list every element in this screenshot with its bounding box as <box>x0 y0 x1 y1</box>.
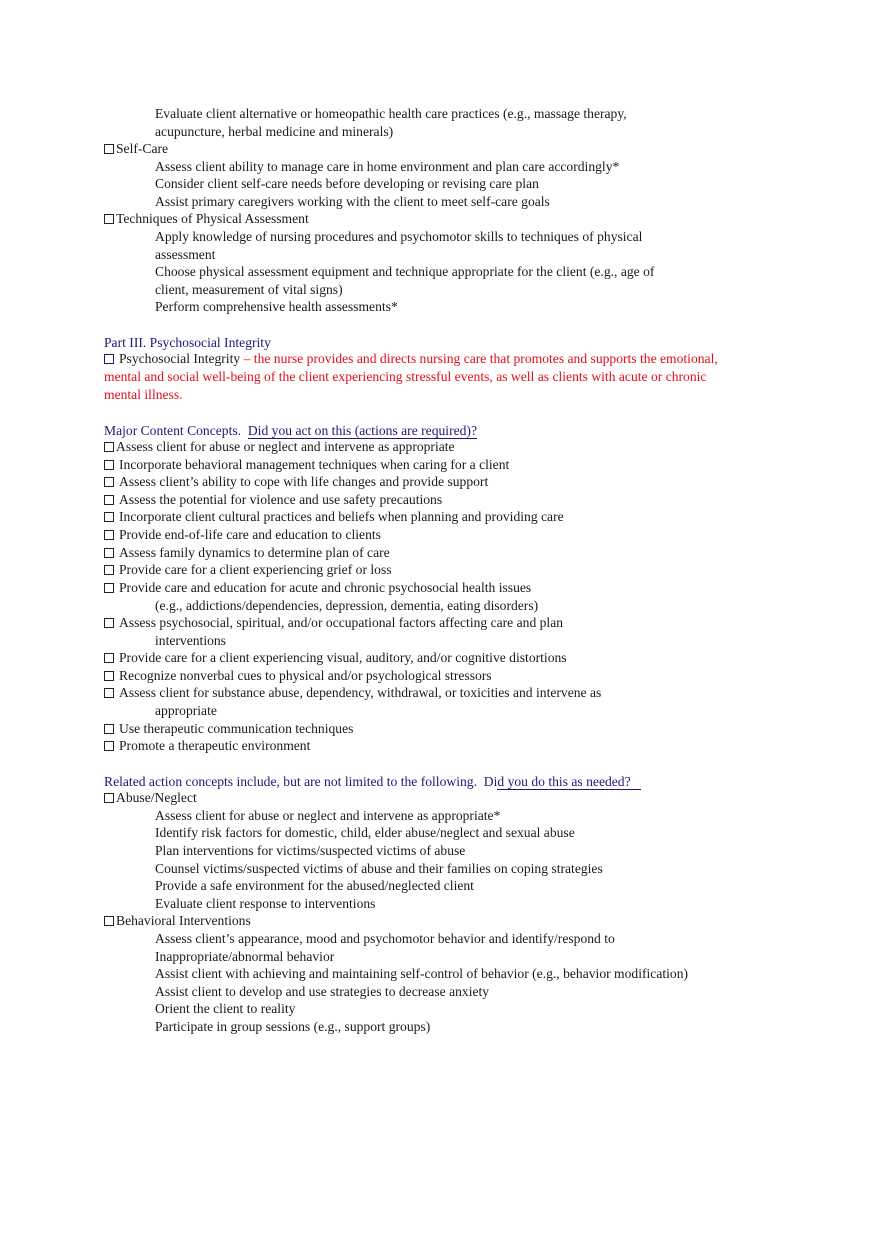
techniques-heading <box>104 210 309 227</box>
list-item: Counsel victims/suspected victims of abuse and their families on coping strategies <box>155 861 603 876</box>
list-item <box>104 456 509 473</box>
related-label: Related action concepts include, but are not limited to the following. <box>104 774 477 789</box>
checkbox-icon[interactable] <box>104 793 114 803</box>
list-item <box>104 667 492 684</box>
checkbox-icon[interactable] <box>104 653 114 663</box>
list-item: Provide a safe environment for the abused/neglected client <box>155 878 474 893</box>
checkbox-icon[interactable] <box>104 671 114 681</box>
checkbox-icon[interactable] <box>104 214 114 224</box>
list-item: Orient the client to reality <box>155 1001 296 1016</box>
definition-text: – the nurse provides and directs nursing care that promotes and supports the emotional, mental and social well-being of the client experiencing stressful events, as well as clients with acute or chronic mental illness. <box>104 351 718 402</box>
checkbox-icon[interactable] <box>104 688 114 698</box>
list-item <box>104 561 392 578</box>
checkbox-icon[interactable] <box>104 512 114 522</box>
list-item: Inappropriate/abnormal behavior <box>155 949 335 964</box>
list-item: Assess client for abuse or neglect and intervene as appropriate* <box>155 808 501 823</box>
list-item: Consider client self-care needs before developing or revising care plan <box>155 176 539 191</box>
list-item: Assist client with achieving and maintaining self-control of behavior (e.g., behavior modification) <box>155 966 689 981</box>
list-item: Identify risk factors for domestic, child, elder abuse/neglect and sexual abuse <box>155 825 575 840</box>
item-label: Assess psychosocial, spiritual, and/or occupational factors affecting care and plan <box>119 615 564 630</box>
checkbox-icon[interactable] <box>104 530 114 540</box>
checkbox-icon[interactable] <box>104 460 114 470</box>
list-item: Assess client ability to manage care in home environment and plan care accordingly* <box>155 159 620 174</box>
list-item <box>104 737 310 754</box>
list-item: Evaluate client response to interventions <box>155 896 376 911</box>
major-question: Did you act on this (actions are required)? <box>247 423 477 438</box>
list-item: client, measurement of vital signs) <box>155 282 343 297</box>
definition-paragraph <box>104 350 724 404</box>
intro-line: acupuncture, herbal medicine and minerals) <box>155 124 394 139</box>
item-label: Assess the potential for violence and use safety precautions <box>119 492 443 507</box>
list-item: Choose physical assessment equipment and technique appropriate for the client (e.g., age of <box>155 264 655 279</box>
list-item: Assist client to develop and use strategies to decrease anxiety <box>155 984 490 999</box>
heading-label: Self-Care <box>116 141 169 156</box>
item-label: Promote a therapeutic environment <box>119 738 311 753</box>
checkbox-icon[interactable] <box>104 495 114 505</box>
list-item <box>104 544 390 561</box>
list-item <box>104 684 601 701</box>
list-item: Assist primary caregivers working with the client to meet self-care goals <box>155 194 550 209</box>
item-label: Use therapeutic communication techniques <box>119 721 354 736</box>
heading-label: Techniques of Physical Assessment <box>116 211 309 226</box>
item-label: Provide care for a client experiencing visual, auditory, and/or cognitive distortions <box>119 650 567 665</box>
self-care-heading <box>104 140 168 157</box>
list-item <box>104 649 567 666</box>
list-item <box>104 614 563 631</box>
related-question: d you do this as needed? <box>497 774 631 789</box>
behavioral-heading <box>104 912 251 929</box>
intro-line: Evaluate client alternative or homeopathic health care practices (e.g., massage therapy, <box>155 106 627 121</box>
item-label: Provide care for a client experiencing grief or loss <box>119 562 392 577</box>
list-item <box>104 438 455 455</box>
checkbox-icon[interactable] <box>104 916 114 926</box>
list-item-continuation: (e.g., addictions/dependencies, depression, dementia, eating disorders) <box>155 598 539 613</box>
major-concepts-header <box>104 422 477 439</box>
item-label: Assess client for abuse or neglect and intervene as appropriate <box>116 439 455 454</box>
related-question-lead: Di <box>483 774 498 789</box>
item-label: Assess client’s ability to cope with life changes and provide support <box>119 474 489 489</box>
heading-label: Behavioral Interventions <box>116 913 251 928</box>
list-item: Participate in group sessions (e.g., support groups) <box>155 1019 431 1034</box>
abuse-heading <box>104 789 197 806</box>
list-item <box>104 720 353 737</box>
list-item <box>104 508 564 525</box>
checkbox-icon[interactable] <box>104 477 114 487</box>
item-label: Incorporate client cultural practices and beliefs when planning and providing care <box>119 509 564 524</box>
checkbox-icon[interactable] <box>104 618 114 628</box>
item-label: Recognize nonverbal cues to physical and/or psychological stressors <box>119 668 492 683</box>
item-label: Provide care and education for acute and chronic psychosocial health issues <box>119 580 532 595</box>
list-item: assessment <box>155 247 216 262</box>
checkbox-icon[interactable] <box>104 144 114 154</box>
checkbox-icon[interactable] <box>104 565 114 575</box>
checkbox-icon[interactable] <box>104 724 114 734</box>
item-label: Assess family dynamics to determine plan of care <box>119 545 390 560</box>
item-label: Assess client for substance abuse, dependency, withdrawal, or toxicities and intervene as <box>119 685 602 700</box>
list-item: Plan interventions for victims/suspected victims of abuse <box>155 843 466 858</box>
item-label: Incorporate behavioral management techniques when caring for a client <box>119 457 510 472</box>
checkbox-icon[interactable] <box>104 741 114 751</box>
list-item <box>104 526 381 543</box>
list-item-continuation: appropriate <box>155 703 217 718</box>
checkbox-icon[interactable] <box>104 442 114 452</box>
definition-label: Psychosocial Integrity <box>119 351 241 366</box>
checkbox-icon[interactable] <box>104 354 114 364</box>
heading-label: Abuse/Neglect <box>116 790 197 805</box>
list-item <box>104 491 442 508</box>
part-title: Part III. Psychosocial Integrity <box>104 335 271 350</box>
list-item: Assess client’s appearance, mood and psychomotor behavior and identify/respond to <box>155 931 615 946</box>
checkbox-icon[interactable] <box>104 583 114 593</box>
related-concepts-header <box>104 773 641 790</box>
checkbox-icon[interactable] <box>104 548 114 558</box>
list-item: Apply knowledge of nursing procedures and psychomotor skills to techniques of physical <box>155 229 643 244</box>
item-label: Provide end-of-life care and education to clients <box>119 527 381 542</box>
list-item <box>104 473 488 490</box>
major-label: Major Content Concepts. <box>104 423 242 438</box>
list-item <box>104 579 531 596</box>
list-item-continuation: interventions <box>155 633 226 648</box>
list-item: Perform comprehensive health assessments* <box>155 299 398 314</box>
